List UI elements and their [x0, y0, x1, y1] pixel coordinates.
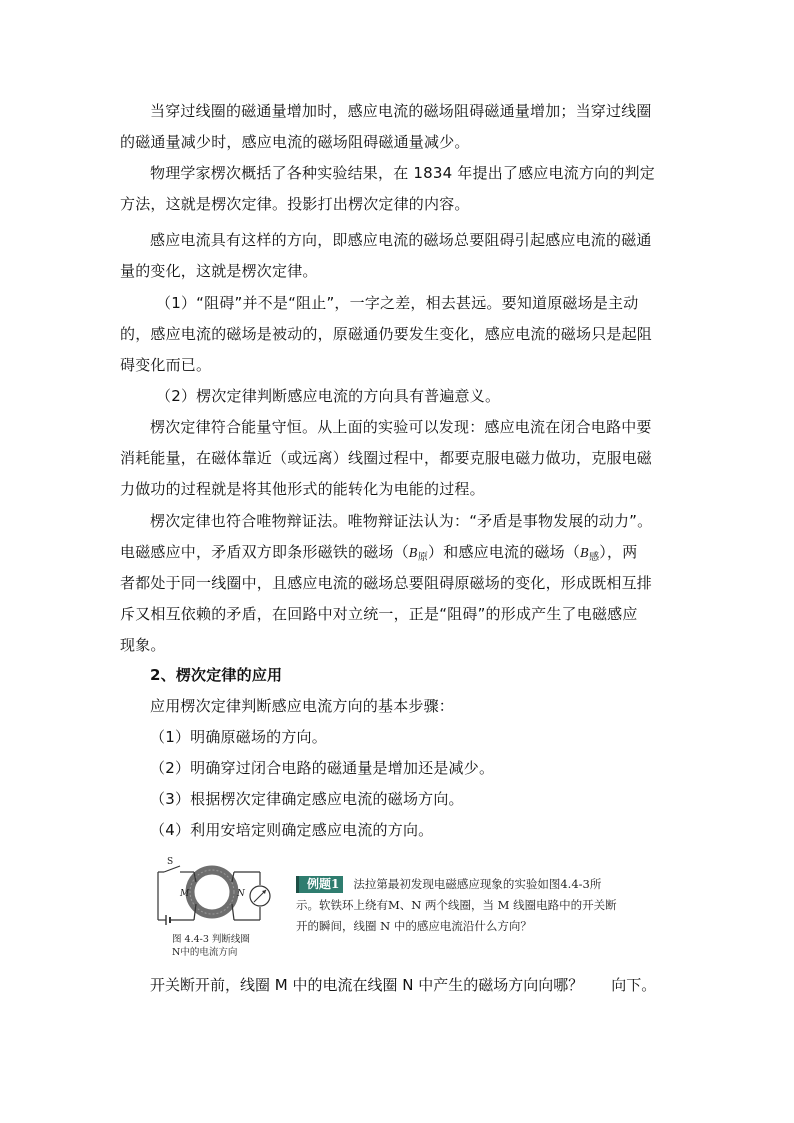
subscript-gan: 感 — [589, 552, 600, 563]
paragraph-line: （2）楞次定律判断感应电流的方向具有普遍意义。 — [156, 387, 501, 405]
section-heading: 2、楞次定律的应用 — [150, 666, 283, 684]
text-segment: 电磁感应中，矛盾双方即条形磁铁的磁场（ — [120, 543, 409, 561]
paragraph-line: 现象。 — [120, 636, 166, 654]
text-segment: ）和感应电流的磁场（ — [428, 543, 581, 561]
example-text-segment: 法拉第最初发现电磁感应现象的实验如图4.4-3所 — [353, 877, 602, 891]
example-text — [296, 874, 684, 937]
paragraph-line: 当穿过线圈的磁通量增加时，感应电流的磁场阻碍磁通量增加；当穿过线圈 — [150, 102, 652, 120]
paragraph-line: 力做功的过程就是将其他形式的能转化为电能的过程。 — [120, 480, 485, 498]
symbol-b: B — [408, 546, 418, 560]
symbol-b: B — [580, 546, 590, 560]
subscript-yuan: 原 — [417, 552, 429, 563]
question-answer — [150, 970, 656, 1001]
example-line — [296, 874, 684, 895]
paragraph-line: 感应电流具有这样的方向，即感应电流的磁场总要阻碍引起感应电流的磁通 — [150, 231, 652, 249]
question-text: 开关断开前，线圈 M 中的电流在线圈 N 中产生的磁场方向向哪？ — [150, 976, 584, 994]
paragraph-line: 楞次定律也符合唯物辩证法。唯物辩证法认为：“矛盾是事物发展的动力”。 — [150, 512, 653, 530]
paragraph-line: 斥又相互依赖的矛盾，在回路中对立统一，正是“阻碍”的形成产生了电磁感应 — [120, 605, 638, 623]
paragraph-line: 方法，这就是楞次定律。投影打出楞次定律的内容。 — [120, 195, 470, 213]
step-item: （3）根据楞次定律确定感应电流的磁场方向。 — [150, 790, 464, 808]
paragraph-line: 者都处于同一线圈中，且感应电流的磁场总要阻碍原磁场的变化，形成既相互排 — [120, 574, 653, 592]
paragraph-line: 物理学家楞次概括了各种实验结果，在 1834 年提出了感应电流方向的判定 — [150, 164, 655, 182]
step-item: （1）明确原磁场的方向。 — [150, 728, 327, 746]
step-item: （4）利用安培定则确定感应电流的方向。 — [150, 821, 434, 839]
step-item: （2）明确穿过闭合电路的磁通量是增加还是减少。 — [150, 759, 495, 777]
example-line: 示。软铁环上绕有M、N 两个线圈，当 M 线圈电路中的开关断 — [296, 898, 617, 912]
example-line: 开的瞬间，线圈 N 中的感应电流沿什么方向？ — [296, 919, 532, 933]
caption-line: 图 4.4-3 判断线圈 — [172, 934, 250, 945]
section-intro: 应用楞次定律判断感应电流方向的基本步骤： — [150, 697, 455, 715]
paragraph-line: 楞次定律符合能量守恒。从上面的实验可以发现：感应电流在闭合电路中要 — [150, 418, 652, 436]
paragraph-line: 的磁通量减少时，感应电流的磁场阻碍磁通量减少。 — [120, 133, 470, 151]
paragraph-line: 的，感应电流的磁场是被动的，原磁通仍要发生变化，感应电流的磁场只是起阻 — [120, 325, 653, 343]
example-figure — [150, 852, 690, 964]
label-m: M — [180, 889, 190, 899]
paragraph-line: 量的变化，这就是楞次定律。 — [120, 262, 318, 280]
example-tag: 例题1 — [296, 876, 343, 893]
paragraph-line: 消耗能量，在磁体靠近（或远离）线圈过程中，都要克服电磁力做功，克服电磁 — [120, 449, 653, 467]
text-segment: ），两 — [599, 543, 638, 561]
circuit-diagram — [150, 852, 280, 934]
paragraph-line: （1）“阻碍”并不是“阻止”，一字之差，相去甚远。要知道原磁场是主动 — [156, 294, 639, 312]
answer-text: 向下。 — [611, 976, 657, 994]
paragraph-line: 碍变化而已。 — [120, 356, 212, 374]
label-n: N — [237, 889, 245, 899]
caption-line: N中的电流方向 — [172, 947, 238, 958]
figure-caption — [172, 933, 250, 959]
label-s: S — [167, 857, 174, 867]
